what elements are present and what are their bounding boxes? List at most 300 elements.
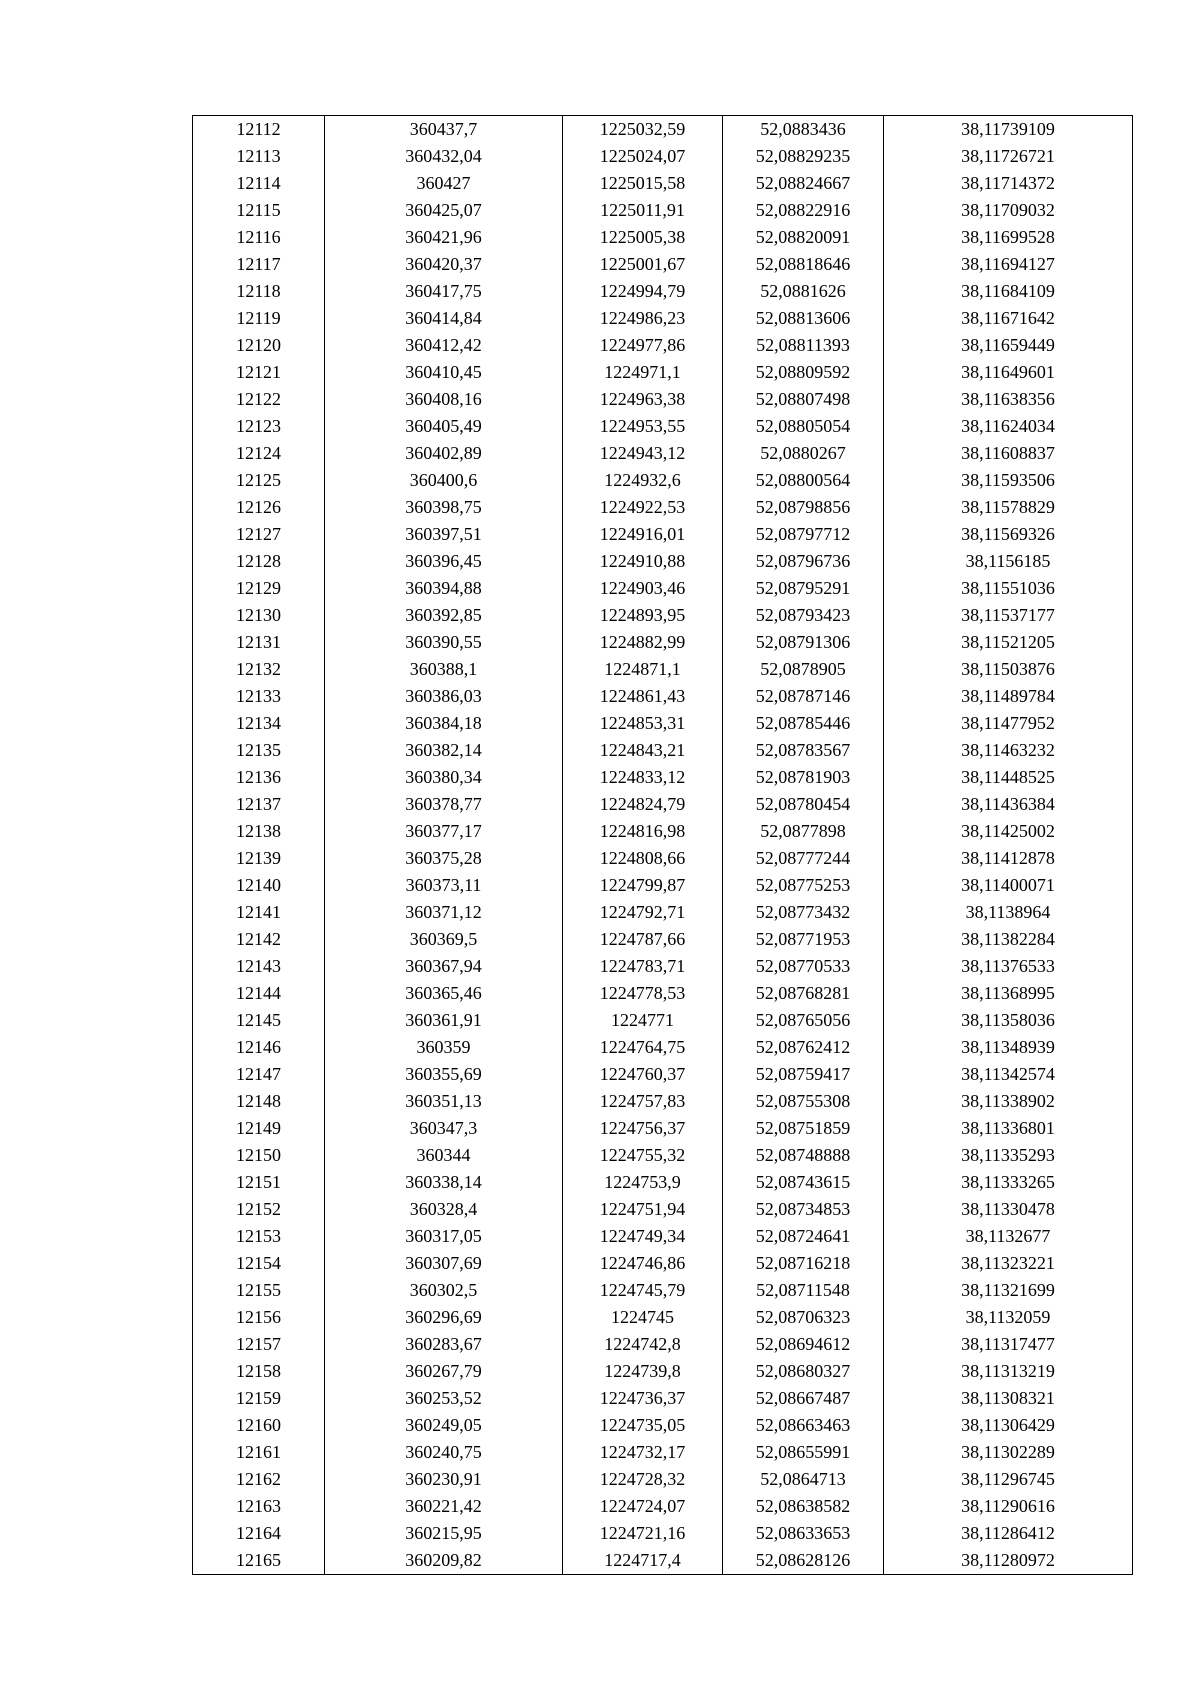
- table-row: [193, 386, 1133, 413]
- x-coordinate-cell: 360410,45: [325, 359, 563, 386]
- table-row: [193, 980, 1133, 1007]
- y-coordinate-cell: 1224910,88: [563, 548, 723, 575]
- table-row: [193, 737, 1133, 764]
- x-coordinate-cell: 360398,75: [325, 494, 563, 521]
- longitude-cell: 38,11503876: [884, 656, 1133, 683]
- table-row: [193, 1115, 1133, 1142]
- x-coordinate-cell: 360307,69: [325, 1250, 563, 1277]
- point-number-cell: 12160: [193, 1412, 325, 1439]
- y-coordinate-cell: 1225001,67: [563, 251, 723, 278]
- y-coordinate-cell: 1224764,75: [563, 1034, 723, 1061]
- point-number-cell: 12119: [193, 305, 325, 332]
- y-coordinate-cell: 1224843,21: [563, 737, 723, 764]
- point-number-cell: 12135: [193, 737, 325, 764]
- x-coordinate-cell: 360412,42: [325, 332, 563, 359]
- longitude-cell: 38,11608837: [884, 440, 1133, 467]
- x-coordinate-cell: 360369,5: [325, 926, 563, 953]
- longitude-cell: 38,11400071: [884, 872, 1133, 899]
- point-number-cell: 12133: [193, 683, 325, 710]
- point-number-cell: 12131: [193, 629, 325, 656]
- point-number-cell: 12151: [193, 1169, 325, 1196]
- table-row: [193, 602, 1133, 629]
- point-number-cell: 12117: [193, 251, 325, 278]
- latitude-cell: 52,08809592: [723, 359, 884, 386]
- latitude-cell: 52,08807498: [723, 386, 884, 413]
- x-coordinate-cell: 360378,77: [325, 791, 563, 818]
- latitude-cell: 52,08775253: [723, 872, 884, 899]
- longitude-cell: 38,11671642: [884, 305, 1133, 332]
- y-coordinate-cell: 1224799,87: [563, 872, 723, 899]
- latitude-cell: 52,08759417: [723, 1061, 884, 1088]
- latitude-cell: 52,08768281: [723, 980, 884, 1007]
- x-coordinate-cell: 360375,28: [325, 845, 563, 872]
- table-row: [193, 1169, 1133, 1196]
- table-row: [193, 1466, 1133, 1493]
- x-coordinate-cell: 360240,75: [325, 1439, 563, 1466]
- longitude-cell: 38,11333265: [884, 1169, 1133, 1196]
- point-number-cell: 12140: [193, 872, 325, 899]
- table-row: [193, 413, 1133, 440]
- longitude-cell: 38,11342574: [884, 1061, 1133, 1088]
- longitude-cell: 38,11323221: [884, 1250, 1133, 1277]
- x-coordinate-cell: 360437,7: [325, 116, 563, 144]
- longitude-cell: 38,11280972: [884, 1547, 1133, 1575]
- longitude-cell: 38,11330478: [884, 1196, 1133, 1223]
- y-coordinate-cell: 1224751,94: [563, 1196, 723, 1223]
- y-coordinate-cell: 1224953,55: [563, 413, 723, 440]
- y-coordinate-cell: 1224745: [563, 1304, 723, 1331]
- y-coordinate-cell: 1224739,8: [563, 1358, 723, 1385]
- latitude-cell: 52,08781903: [723, 764, 884, 791]
- y-coordinate-cell: 1224977,86: [563, 332, 723, 359]
- coordinates-table: [192, 115, 1133, 1575]
- x-coordinate-cell: 360373,11: [325, 872, 563, 899]
- latitude-cell: 52,08748888: [723, 1142, 884, 1169]
- table-row: [193, 494, 1133, 521]
- y-coordinate-cell: 1224757,83: [563, 1088, 723, 1115]
- y-coordinate-cell: 1224824,79: [563, 791, 723, 818]
- x-coordinate-cell: 360397,51: [325, 521, 563, 548]
- table-row: [193, 575, 1133, 602]
- latitude-cell: 52,0883436: [723, 116, 884, 144]
- longitude-cell: 38,11358036: [884, 1007, 1133, 1034]
- longitude-cell: 38,11659449: [884, 332, 1133, 359]
- y-coordinate-cell: 1224760,37: [563, 1061, 723, 1088]
- point-number-cell: 12161: [193, 1439, 325, 1466]
- longitude-cell: 38,11489784: [884, 683, 1133, 710]
- y-coordinate-cell: 1224816,98: [563, 818, 723, 845]
- y-coordinate-cell: 1224735,05: [563, 1412, 723, 1439]
- longitude-cell: 38,11296745: [884, 1466, 1133, 1493]
- latitude-cell: 52,08711548: [723, 1277, 884, 1304]
- y-coordinate-cell: 1224971,1: [563, 359, 723, 386]
- table-row: [193, 899, 1133, 926]
- point-number-cell: 12144: [193, 980, 325, 1007]
- y-coordinate-cell: 1224721,16: [563, 1520, 723, 1547]
- x-coordinate-cell: 360388,1: [325, 656, 563, 683]
- table-row: [193, 818, 1133, 845]
- x-coordinate-cell: 360215,95: [325, 1520, 563, 1547]
- x-coordinate-cell: 360384,18: [325, 710, 563, 737]
- table-row: [193, 710, 1133, 737]
- point-number-cell: 12159: [193, 1385, 325, 1412]
- latitude-cell: 52,08820091: [723, 224, 884, 251]
- latitude-cell: 52,08805054: [723, 413, 884, 440]
- y-coordinate-cell: 1225024,07: [563, 143, 723, 170]
- latitude-cell: 52,08813606: [723, 305, 884, 332]
- y-coordinate-cell: 1224742,8: [563, 1331, 723, 1358]
- x-coordinate-cell: 360390,55: [325, 629, 563, 656]
- point-number-cell: 12128: [193, 548, 325, 575]
- y-coordinate-cell: 1224871,1: [563, 656, 723, 683]
- table-row: [193, 1088, 1133, 1115]
- point-number-cell: 12164: [193, 1520, 325, 1547]
- point-number-cell: 12134: [193, 710, 325, 737]
- x-coordinate-cell: 360382,14: [325, 737, 563, 764]
- longitude-cell: 38,11313219: [884, 1358, 1133, 1385]
- table-row: [193, 278, 1133, 305]
- point-number-cell: 12155: [193, 1277, 325, 1304]
- point-number-cell: 12165: [193, 1547, 325, 1575]
- y-coordinate-cell: 1224943,12: [563, 440, 723, 467]
- table-row: [193, 1142, 1133, 1169]
- y-coordinate-cell: 1224994,79: [563, 278, 723, 305]
- x-coordinate-cell: 360283,67: [325, 1331, 563, 1358]
- y-coordinate-cell: 1224861,43: [563, 683, 723, 710]
- table-row: [193, 1196, 1133, 1223]
- table-row: [193, 926, 1133, 953]
- longitude-cell: 38,11578829: [884, 494, 1133, 521]
- x-coordinate-cell: 360427: [325, 170, 563, 197]
- table-row: [193, 791, 1133, 818]
- point-number-cell: 12114: [193, 170, 325, 197]
- longitude-cell: 38,11448525: [884, 764, 1133, 791]
- table-row: [193, 548, 1133, 575]
- point-number-cell: 12137: [193, 791, 325, 818]
- y-coordinate-cell: 1224745,79: [563, 1277, 723, 1304]
- y-coordinate-cell: 1224753,9: [563, 1169, 723, 1196]
- y-coordinate-cell: 1224792,71: [563, 899, 723, 926]
- table-row: [193, 953, 1133, 980]
- x-coordinate-cell: 360421,96: [325, 224, 563, 251]
- point-number-cell: 12118: [193, 278, 325, 305]
- longitude-cell: 38,11306429: [884, 1412, 1133, 1439]
- longitude-cell: 38,11537177: [884, 602, 1133, 629]
- point-number-cell: 12121: [193, 359, 325, 386]
- x-coordinate-cell: 360338,14: [325, 1169, 563, 1196]
- latitude-cell: 52,08796736: [723, 548, 884, 575]
- x-coordinate-cell: 360408,16: [325, 386, 563, 413]
- y-coordinate-cell: 1224746,86: [563, 1250, 723, 1277]
- latitude-cell: 52,08822916: [723, 197, 884, 224]
- longitude-cell: 38,11624034: [884, 413, 1133, 440]
- table-row: [193, 764, 1133, 791]
- point-number-cell: 12141: [193, 899, 325, 926]
- x-coordinate-cell: 360328,4: [325, 1196, 563, 1223]
- x-coordinate-cell: 360347,3: [325, 1115, 563, 1142]
- table-row: [193, 1520, 1133, 1547]
- y-coordinate-cell: 1224749,34: [563, 1223, 723, 1250]
- latitude-cell: 52,08765056: [723, 1007, 884, 1034]
- longitude-cell: 38,11684109: [884, 278, 1133, 305]
- table-row: [193, 143, 1133, 170]
- x-coordinate-cell: 360394,88: [325, 575, 563, 602]
- point-number-cell: 12115: [193, 197, 325, 224]
- longitude-cell: 38,11436384: [884, 791, 1133, 818]
- latitude-cell: 52,08628126: [723, 1547, 884, 1575]
- table-row: [193, 251, 1133, 278]
- latitude-cell: 52,08780454: [723, 791, 884, 818]
- x-coordinate-cell: 360400,6: [325, 467, 563, 494]
- y-coordinate-cell: 1224728,32: [563, 1466, 723, 1493]
- latitude-cell: 52,08734853: [723, 1196, 884, 1223]
- point-number-cell: 12152: [193, 1196, 325, 1223]
- point-number-cell: 12149: [193, 1115, 325, 1142]
- y-coordinate-cell: 1224717,4: [563, 1547, 723, 1575]
- point-number-cell: 12158: [193, 1358, 325, 1385]
- point-number-cell: 12124: [193, 440, 325, 467]
- longitude-cell: 38,11321699: [884, 1277, 1133, 1304]
- table-row: [193, 1547, 1133, 1575]
- latitude-cell: 52,08638582: [723, 1493, 884, 1520]
- longitude-cell: 38,11425002: [884, 818, 1133, 845]
- y-coordinate-cell: 1224732,17: [563, 1439, 723, 1466]
- table-row: [193, 845, 1133, 872]
- latitude-cell: 52,08706323: [723, 1304, 884, 1331]
- table-row: [193, 656, 1133, 683]
- point-number-cell: 12136: [193, 764, 325, 791]
- x-coordinate-cell: 360355,69: [325, 1061, 563, 1088]
- point-number-cell: 12120: [193, 332, 325, 359]
- y-coordinate-cell: 1225005,38: [563, 224, 723, 251]
- point-number-cell: 12143: [193, 953, 325, 980]
- table-row: [193, 1493, 1133, 1520]
- latitude-cell: 52,08633653: [723, 1520, 884, 1547]
- longitude-cell: 38,11368995: [884, 980, 1133, 1007]
- y-coordinate-cell: 1224783,71: [563, 953, 723, 980]
- y-coordinate-cell: 1224756,37: [563, 1115, 723, 1142]
- table-row: [193, 332, 1133, 359]
- x-coordinate-cell: 360405,49: [325, 413, 563, 440]
- latitude-cell: 52,0877898: [723, 818, 884, 845]
- y-coordinate-cell: 1224986,23: [563, 305, 723, 332]
- y-coordinate-cell: 1224893,95: [563, 602, 723, 629]
- longitude-cell: 38,11335293: [884, 1142, 1133, 1169]
- latitude-cell: 52,08751859: [723, 1115, 884, 1142]
- latitude-cell: 52,08795291: [723, 575, 884, 602]
- point-number-cell: 12130: [193, 602, 325, 629]
- point-number-cell: 12116: [193, 224, 325, 251]
- table-row: [193, 683, 1133, 710]
- point-number-cell: 12154: [193, 1250, 325, 1277]
- longitude-cell: 38,11714372: [884, 170, 1133, 197]
- longitude-cell: 38,11317477: [884, 1331, 1133, 1358]
- longitude-cell: 38,1132677: [884, 1223, 1133, 1250]
- table-row: [193, 1007, 1133, 1034]
- longitude-cell: 38,1138964: [884, 899, 1133, 926]
- point-number-cell: 12146: [193, 1034, 325, 1061]
- longitude-cell: 38,11463232: [884, 737, 1133, 764]
- x-coordinate-cell: 360392,85: [325, 602, 563, 629]
- point-number-cell: 12150: [193, 1142, 325, 1169]
- table-row: [193, 1412, 1133, 1439]
- latitude-cell: 52,08800564: [723, 467, 884, 494]
- longitude-cell: 38,11286412: [884, 1520, 1133, 1547]
- latitude-cell: 52,08762412: [723, 1034, 884, 1061]
- x-coordinate-cell: 360317,05: [325, 1223, 563, 1250]
- latitude-cell: 52,08811393: [723, 332, 884, 359]
- coordinates-table-body: [193, 116, 1133, 1575]
- longitude-cell: 38,11739109: [884, 116, 1133, 144]
- longitude-cell: 38,11593506: [884, 467, 1133, 494]
- y-coordinate-cell: 1224771: [563, 1007, 723, 1034]
- point-number-cell: 12132: [193, 656, 325, 683]
- longitude-cell: 38,11521205: [884, 629, 1133, 656]
- point-number-cell: 12157: [193, 1331, 325, 1358]
- table-row: [193, 305, 1133, 332]
- longitude-cell: 38,11302289: [884, 1439, 1133, 1466]
- x-coordinate-cell: 360396,45: [325, 548, 563, 575]
- longitude-cell: 38,11694127: [884, 251, 1133, 278]
- table-row: [193, 1304, 1133, 1331]
- longitude-cell: 38,11412878: [884, 845, 1133, 872]
- latitude-cell: 52,08777244: [723, 845, 884, 872]
- point-number-cell: 12125: [193, 467, 325, 494]
- point-number-cell: 12123: [193, 413, 325, 440]
- latitude-cell: 52,08771953: [723, 926, 884, 953]
- x-coordinate-cell: 360267,79: [325, 1358, 563, 1385]
- longitude-cell: 38,1132059: [884, 1304, 1133, 1331]
- latitude-cell: 52,08770533: [723, 953, 884, 980]
- x-coordinate-cell: 360253,52: [325, 1385, 563, 1412]
- x-coordinate-cell: 360344: [325, 1142, 563, 1169]
- table-row: [193, 1061, 1133, 1088]
- x-coordinate-cell: 360230,91: [325, 1466, 563, 1493]
- y-coordinate-cell: 1224833,12: [563, 764, 723, 791]
- point-number-cell: 12162: [193, 1466, 325, 1493]
- point-number-cell: 12113: [193, 143, 325, 170]
- point-number-cell: 12126: [193, 494, 325, 521]
- longitude-cell: 38,11569326: [884, 521, 1133, 548]
- table-row: [193, 1358, 1133, 1385]
- table-row: [193, 872, 1133, 899]
- latitude-cell: 52,08755308: [723, 1088, 884, 1115]
- longitude-cell: 38,11338902: [884, 1088, 1133, 1115]
- point-number-cell: 12127: [193, 521, 325, 548]
- point-number-cell: 12122: [193, 386, 325, 413]
- longitude-cell: 38,11290616: [884, 1493, 1133, 1520]
- table-row: [193, 116, 1133, 144]
- y-coordinate-cell: 1224922,53: [563, 494, 723, 521]
- latitude-cell: 52,08797712: [723, 521, 884, 548]
- y-coordinate-cell: 1224787,66: [563, 926, 723, 953]
- latitude-cell: 52,08829235: [723, 143, 884, 170]
- x-coordinate-cell: 360425,07: [325, 197, 563, 224]
- longitude-cell: 38,11382284: [884, 926, 1133, 953]
- longitude-cell: 38,11649601: [884, 359, 1133, 386]
- x-coordinate-cell: 360359: [325, 1034, 563, 1061]
- point-number-cell: 12112: [193, 116, 325, 144]
- table-row: [193, 1223, 1133, 1250]
- latitude-cell: 52,08787146: [723, 683, 884, 710]
- y-coordinate-cell: 1224882,99: [563, 629, 723, 656]
- longitude-cell: 38,11726721: [884, 143, 1133, 170]
- x-coordinate-cell: 360209,82: [325, 1547, 563, 1575]
- y-coordinate-cell: 1224932,6: [563, 467, 723, 494]
- x-coordinate-cell: 360432,04: [325, 143, 563, 170]
- x-coordinate-cell: 360386,03: [325, 683, 563, 710]
- latitude-cell: 52,08818646: [723, 251, 884, 278]
- y-coordinate-cell: 1224724,07: [563, 1493, 723, 1520]
- x-coordinate-cell: 360402,89: [325, 440, 563, 467]
- point-number-cell: 12145: [193, 1007, 325, 1034]
- latitude-cell: 52,08667487: [723, 1385, 884, 1412]
- point-number-cell: 12142: [193, 926, 325, 953]
- longitude-cell: 38,1156185: [884, 548, 1133, 575]
- y-coordinate-cell: 1225032,59: [563, 116, 723, 144]
- longitude-cell: 38,11709032: [884, 197, 1133, 224]
- table-row: [193, 467, 1133, 494]
- table-row: [193, 629, 1133, 656]
- point-number-cell: 12156: [193, 1304, 325, 1331]
- latitude-cell: 52,08783567: [723, 737, 884, 764]
- latitude-cell: 52,08824667: [723, 170, 884, 197]
- latitude-cell: 52,08680327: [723, 1358, 884, 1385]
- longitude-cell: 38,11308321: [884, 1385, 1133, 1412]
- latitude-cell: 52,08791306: [723, 629, 884, 656]
- table-row: [193, 224, 1133, 251]
- x-coordinate-cell: 360414,84: [325, 305, 563, 332]
- x-coordinate-cell: 360371,12: [325, 899, 563, 926]
- latitude-cell: 52,08663463: [723, 1412, 884, 1439]
- table-row: [193, 1250, 1133, 1277]
- y-coordinate-cell: 1224778,53: [563, 980, 723, 1007]
- table-row: [193, 359, 1133, 386]
- point-number-cell: 12163: [193, 1493, 325, 1520]
- point-number-cell: 12139: [193, 845, 325, 872]
- y-coordinate-cell: 1224916,01: [563, 521, 723, 548]
- table-row: [193, 1331, 1133, 1358]
- table-row: [193, 170, 1133, 197]
- table-row: [193, 197, 1133, 224]
- table-row: [193, 1385, 1133, 1412]
- longitude-cell: 38,11551036: [884, 575, 1133, 602]
- y-coordinate-cell: 1224808,66: [563, 845, 723, 872]
- x-coordinate-cell: 360221,42: [325, 1493, 563, 1520]
- point-number-cell: 12138: [193, 818, 325, 845]
- latitude-cell: 52,0864713: [723, 1466, 884, 1493]
- latitude-cell: 52,0881626: [723, 278, 884, 305]
- longitude-cell: 38,11376533: [884, 953, 1133, 980]
- table-row: [193, 440, 1133, 467]
- latitude-cell: 52,08655991: [723, 1439, 884, 1466]
- x-coordinate-cell: 360361,91: [325, 1007, 563, 1034]
- y-coordinate-cell: 1225011,91: [563, 197, 723, 224]
- latitude-cell: 52,08716218: [723, 1250, 884, 1277]
- latitude-cell: 52,08793423: [723, 602, 884, 629]
- x-coordinate-cell: 360302,5: [325, 1277, 563, 1304]
- x-coordinate-cell: 360380,34: [325, 764, 563, 791]
- y-coordinate-cell: 1224963,38: [563, 386, 723, 413]
- y-coordinate-cell: 1224853,31: [563, 710, 723, 737]
- x-coordinate-cell: 360249,05: [325, 1412, 563, 1439]
- point-number-cell: 12147: [193, 1061, 325, 1088]
- latitude-cell: 52,08743615: [723, 1169, 884, 1196]
- x-coordinate-cell: 360420,37: [325, 251, 563, 278]
- table-row: [193, 1439, 1133, 1466]
- longitude-cell: 38,11477952: [884, 710, 1133, 737]
- longitude-cell: 38,11336801: [884, 1115, 1133, 1142]
